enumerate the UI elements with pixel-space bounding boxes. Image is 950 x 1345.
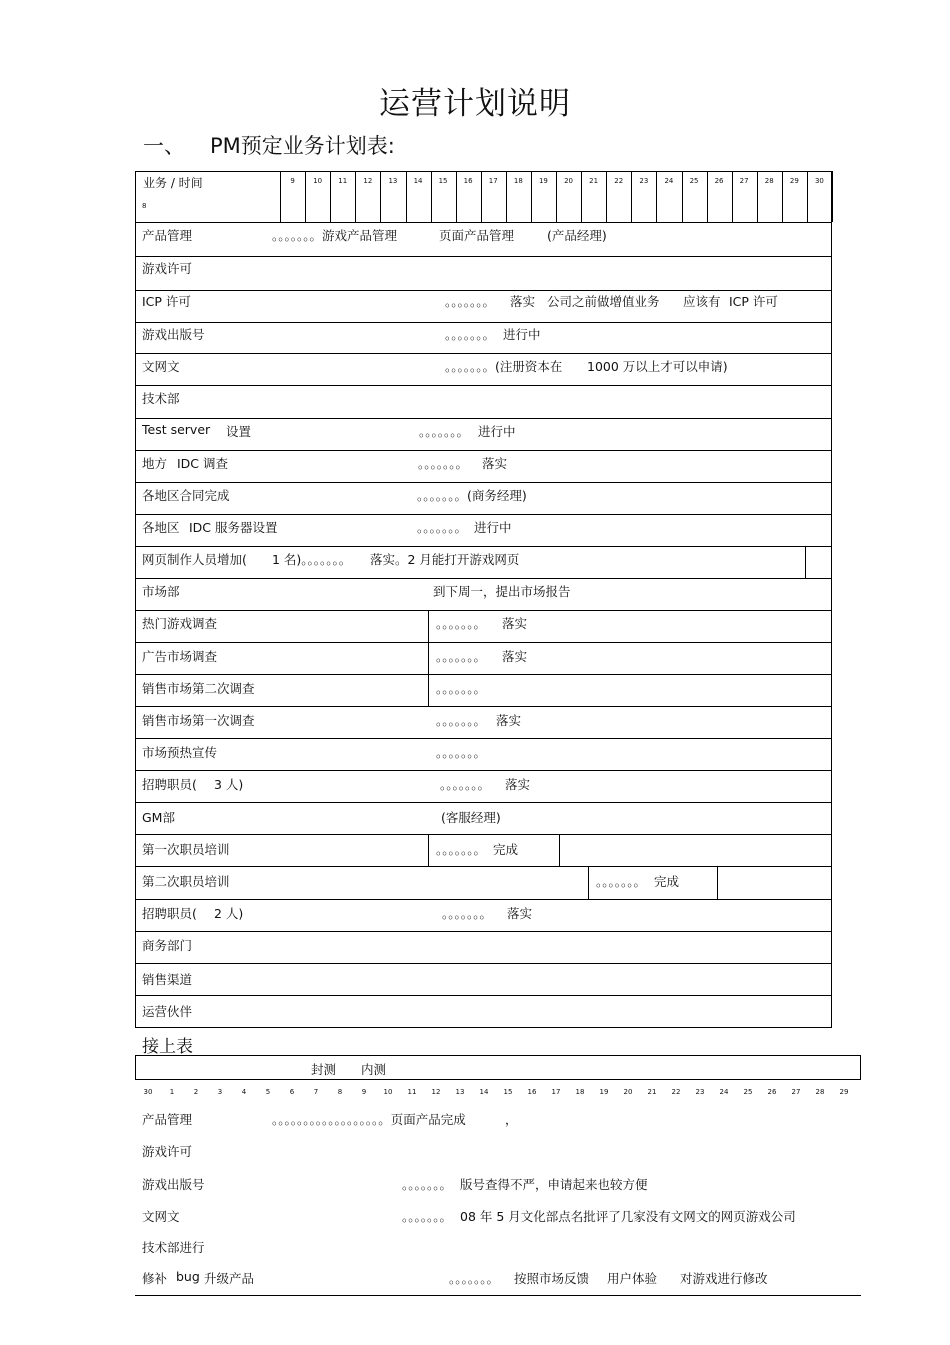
continuation-day-label: 15 [503,1088,513,1096]
row-cell: 公司之前做增值业务 [547,294,660,309]
continuation-day-label: 12 [431,1088,441,1096]
row-cell: 完成 [654,874,680,889]
continuation-day-label: 30 [143,1088,153,1096]
continuation-day-label: 1 [169,1088,175,1096]
row-cell: 版号查得不严，申请起来也较方便 [460,1177,648,1192]
row-cell: 。。。。。。。 [449,1271,500,1286]
row-label: 各地区合同完成 [142,488,230,503]
row-cell: 页面产品管理 [439,228,515,243]
row-label: GM部 [142,810,175,825]
continuation-day-label: 11 [407,1088,417,1096]
continuation-day-label: 29 [839,1088,849,1096]
continuation-label: 接上表 [142,1037,193,1057]
day-label: 19 [538,177,548,185]
continuation-day-label: 4 [241,1088,247,1096]
row-cell: 。。。。。。。 [418,456,469,471]
row-label: 各地区 [142,520,180,535]
day-label: 25 [689,177,699,185]
day-label: 28 [764,177,774,185]
day-label: 22 [614,177,624,185]
row-label: 文网文 [142,1209,180,1224]
day-label: 15 [438,177,448,185]
header-sub: 8 [142,202,147,210]
row-cell: 到下周一，提出市场报告 [433,584,571,599]
row-cell: 。。。。。。。 [417,520,468,535]
bottom-rule [135,1295,861,1296]
row-label: 广告市场调查 [142,649,218,664]
row-cell: 落实。2 月能打开游戏网页 [370,552,520,567]
row-label: 游戏出版号 [142,327,205,342]
row-cell: 。。。。。。。 [402,1209,453,1224]
continuation-day-label: 28 [815,1088,825,1096]
continuation-day-label: 3 [217,1088,223,1096]
row-label: Test server [142,422,211,437]
day-label: 13 [388,177,398,185]
row-label: 第二次职员培训 [142,874,230,889]
row-cell: 。。。。。。。 [436,745,487,760]
day-label: 9 [290,177,295,185]
page-title: 运营计划说明 [379,86,571,122]
continuation-day-label: 24 [719,1088,729,1096]
continuation-day-label: 25 [743,1088,753,1096]
row-cell: 。。。。。。。 [440,777,491,792]
row-cell: IDC 调查 [177,456,229,471]
row-cell: 用户体验 [607,1271,658,1286]
continuation-day-label: 22 [671,1088,681,1096]
row-label: 市场部 [142,584,180,599]
row-label: 产品管理 [142,228,193,243]
row-label: 销售市场第二次调查 [142,681,255,696]
row-label: 文网文 [142,359,180,374]
row-cell: 1 名)。。。。。。。 [272,552,352,567]
row-cell: 08 年 5 月文化部点名批评了几家没有文网文的网页游戏公司 [460,1209,796,1224]
day-label: 11 [338,177,348,185]
continuation-day-label: 23 [695,1088,705,1096]
row-cell: ， [505,1112,518,1127]
section-number: 一、 [143,134,185,158]
day-label: 26 [714,177,724,185]
row-cell: 。。。。。。。 [596,874,647,889]
row-cell: 落实 [507,906,533,921]
row-label: 运营伙伴 [142,1004,193,1019]
row-label: 游戏许可 [142,261,193,276]
day-label: 14 [413,177,423,185]
day-label: 20 [564,177,573,185]
day-label: 30 [814,177,824,185]
day-label: 27 [739,177,749,185]
row-cell: 落实 [482,456,508,471]
row-cell: bug [176,1269,200,1284]
row-label: 招聘职员( [142,906,197,921]
row-cell: (客服经理) [441,810,501,825]
row-label: 产品管理 [142,1112,193,1127]
day-label: 21 [589,177,599,185]
continuation-day-label: 10 [383,1088,393,1096]
continuation-day-label: 7 [313,1088,319,1096]
row-label: 技术部进行 [142,1240,205,1255]
row-label: 游戏许可 [142,1144,193,1159]
continuation-day-label: 9 [361,1088,367,1096]
row-label: 第一次职员培训 [142,842,230,857]
day-label: 12 [363,177,373,185]
day-column-divider [832,171,833,222]
row-label: 商务部门 [142,938,193,953]
phase-bar [135,1055,861,1080]
row-cell: 应该有 [683,294,721,309]
day-label: 16 [463,177,473,185]
row-cell: 。。。。。。。 [419,424,470,439]
row-label: 销售市场第一次调查 [142,713,255,728]
continuation-day-label: 21 [647,1088,657,1096]
phase-closed-beta: 封测 [311,1062,337,1077]
row-cell: 。。。。。。。。。。。。。。。。。。页面产品完成 [272,1112,466,1127]
continuation-day-label: 18 [575,1088,585,1096]
continuation-day-label: 19 [599,1088,609,1096]
row-label: ICP 许可 [142,294,191,309]
row-label: 游戏出版号 [142,1177,205,1192]
row-cell: ICP 许可 [729,294,778,309]
row-cell: 。。。。。。。 [436,713,487,728]
row-label: 销售渠道 [142,972,193,987]
row-cell: 3 人) [214,777,244,792]
continuation-day-label: 16 [527,1088,537,1096]
row-cell: 升级产品 [204,1271,255,1286]
row-cell: 。。。。。。。 [436,616,487,631]
row-cell: 进行中 [474,520,512,535]
day-label: 18 [513,177,523,185]
continuation-day-label: 26 [767,1088,777,1096]
row-cell: 落实 [502,616,528,631]
row-label: 技术部 [142,391,180,406]
day-label: 23 [639,177,649,185]
continuation-day-label: 8 [337,1088,343,1096]
row-label: 网页制作人员增加( [142,552,247,567]
section-title: PM预定业务计划表: [210,134,395,158]
row-cell: 落实 [505,777,531,792]
continuation-day-label: 20 [623,1088,633,1096]
row-cell: 1000 万以上才可以申请) [587,359,728,374]
row-cell: 进行中 [503,327,541,342]
row-cell: 。。。。。。。游戏产品管理 [272,228,398,243]
header-label: 业务 / 时间 [143,176,203,190]
row-cell: 。。。。。。。(注册资本在 [445,359,563,374]
continuation-day-label: 27 [791,1088,801,1096]
row-cell: 。。。。。。。 [442,906,493,921]
continuation-day-label: 17 [551,1088,561,1096]
row-cell: 。。。。。。。 [402,1177,453,1192]
row-cell: 进行中 [478,424,516,439]
row-cell: 对游戏进行修改 [680,1271,768,1286]
continuation-day-label: 13 [455,1088,465,1096]
row-label: 招聘职员( [142,777,197,792]
continuation-day-label: 2 [193,1088,199,1096]
day-label: 17 [488,177,498,185]
row-cell: 落实 [496,713,522,728]
row-cell: 。。。。。。。 [436,681,487,696]
row-cell: 设置 [226,424,252,439]
row-cell: 。。。。。。。 [445,327,496,342]
phase-internal-beta: 内测 [361,1062,387,1077]
row-label: 市场预热宣传 [142,745,218,760]
row-cell: (产品经理) [547,228,607,243]
row-cell: 。。。。。。。 [436,649,487,664]
continuation-day-label: 14 [479,1088,489,1096]
row-label: 修补 [142,1271,168,1286]
row-cell: 落实 [502,649,528,664]
row-cell: 。。。。。。。(商务经理) [417,488,527,503]
row-cell: IDC 服务器设置 [189,520,278,535]
continuation-day-label: 5 [265,1088,271,1096]
row-cell: 。。。。。。。 [436,842,487,857]
row-cell: 2 人) [214,906,244,921]
day-label: 29 [789,177,799,185]
row-cell: 。。。。。。。 [445,294,496,309]
day-label: 24 [664,177,674,185]
row-cell: 落实 [510,294,536,309]
row-cell: 完成 [493,842,519,857]
day-label: 10 [313,177,323,185]
row-label: 热门游戏调查 [142,616,218,631]
row-cell: 按照市场反馈 [514,1271,590,1286]
continuation-day-label: 6 [289,1088,295,1096]
row-label: 地方 [142,456,168,471]
